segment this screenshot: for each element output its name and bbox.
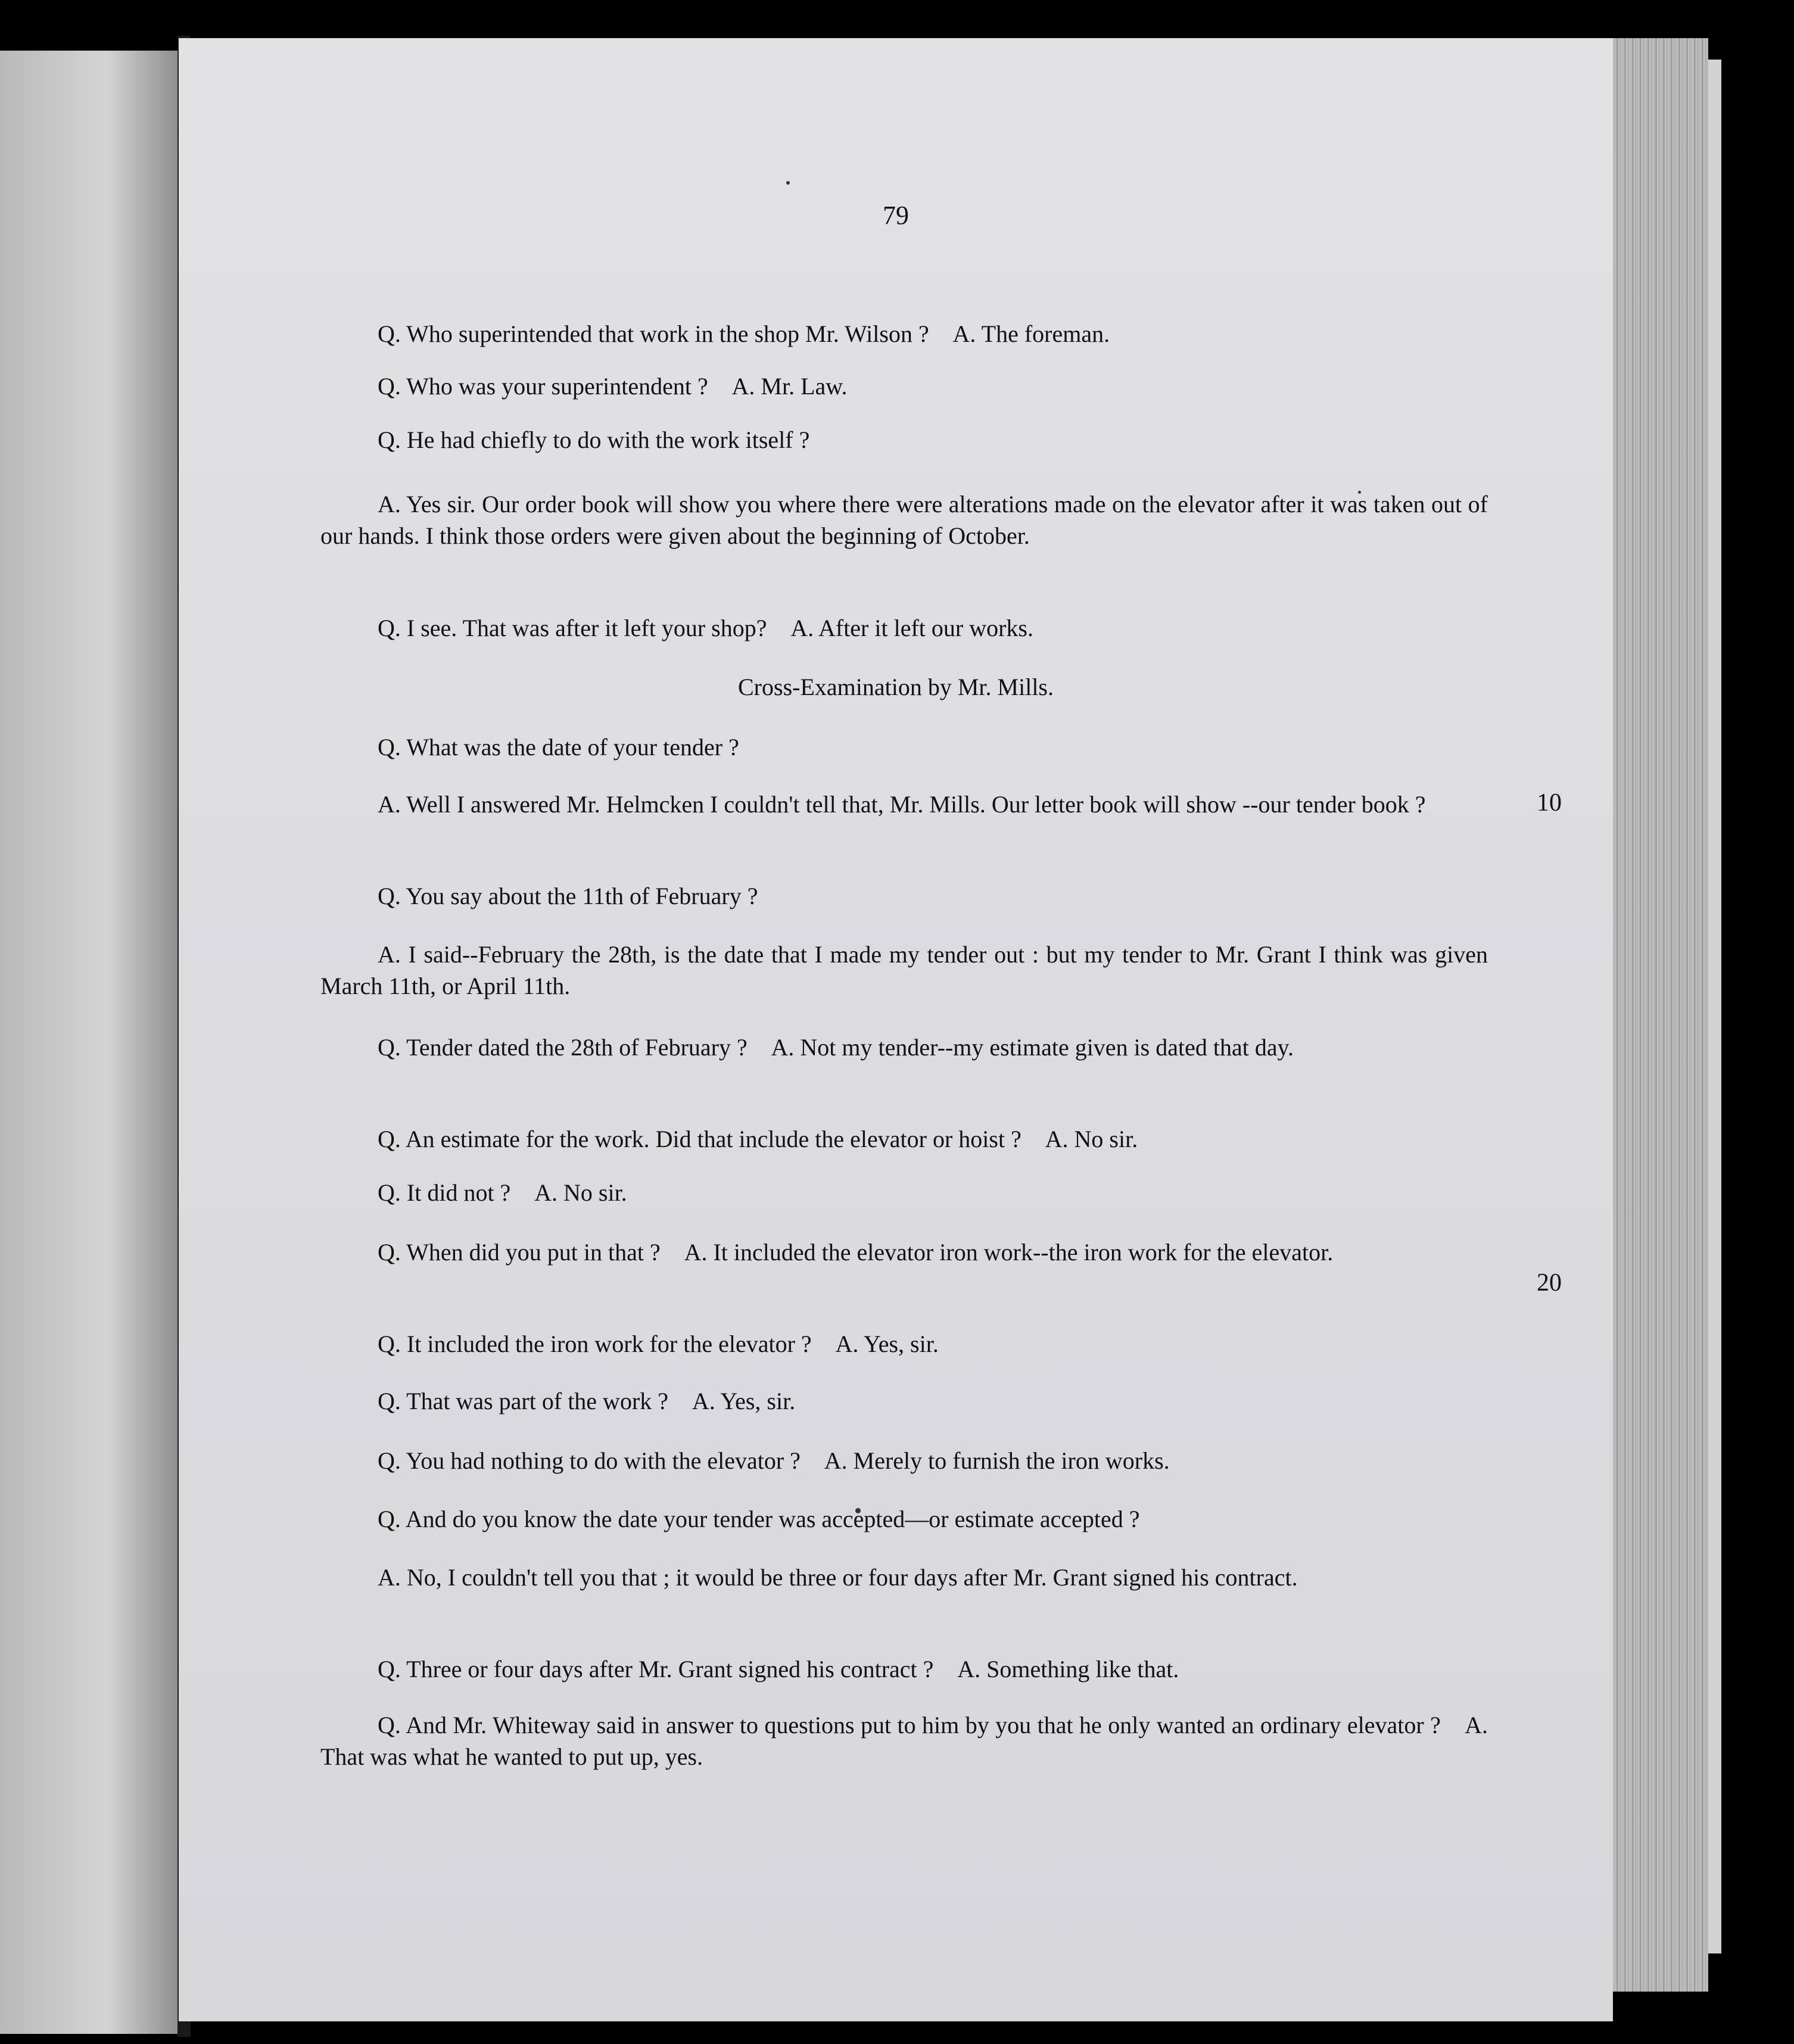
question-text: And do you know the date your tender was accepted—or estimate accepted ? <box>405 1506 1140 1532</box>
speck <box>786 181 790 185</box>
answer-marker: A. <box>378 1564 401 1591</box>
answer-text: Mr. Law. <box>761 373 848 400</box>
question-marker: Q. <box>378 734 401 761</box>
answer-marker: A. <box>534 1179 557 1206</box>
answer-marker: A. <box>731 373 755 400</box>
qa-entry <box>320 1032 1488 1063</box>
qa-entry <box>320 1503 1488 1535</box>
book-page <box>179 38 1613 2021</box>
section-heading: Cross-Examination by Mr. Mills. <box>738 674 1054 700</box>
question-marker: Q. <box>378 1712 401 1738</box>
question-text: He had chiefly to do with the work itself ? <box>406 426 810 453</box>
page-number: 79 <box>883 201 909 230</box>
answer-marker: A. <box>790 615 814 641</box>
line-number-marker: 20 <box>1537 1269 1562 1297</box>
question-marker: Q. <box>378 1506 401 1532</box>
qa-entry <box>320 731 1488 763</box>
qa-entry <box>320 1123 1488 1155</box>
question-text: Who was your superintendent ? <box>406 373 708 400</box>
question-marker: Q. <box>378 1179 401 1206</box>
question-marker: Q. <box>378 1126 401 1152</box>
line-number-marker: 10 <box>1537 789 1562 817</box>
qa-entry <box>320 318 1488 350</box>
qa-entry <box>320 1445 1488 1476</box>
question-marker: Q. <box>378 615 401 641</box>
answer-text: I said--February the 28th, is the date that I made my tender out : but my tender to Mr. Grant I think was given March 11th, or April 11th. <box>320 941 1488 999</box>
answer-text: No, I couldn't tell you that ; it would be three or four days after Mr. Grant signed his contract. <box>406 1564 1298 1591</box>
answer-text: No sir. <box>1074 1126 1138 1152</box>
question-text: It included the iron work for the elevator ? <box>406 1331 812 1357</box>
question-marker: Q. <box>378 426 401 453</box>
answer-marker: A. <box>952 320 976 347</box>
qa-entry <box>320 612 1488 644</box>
answer-text: Merely to furnish the iron works. <box>853 1447 1170 1474</box>
question-text: Who superintended that work in the shop Mr. Wilson ? <box>406 320 929 347</box>
question-text: What was the date of your tender ? <box>406 734 739 761</box>
answer-marker: A. <box>378 941 401 968</box>
qa-entry <box>320 1328 1488 1360</box>
question-text: I see. That was after it left your shop? <box>406 615 767 641</box>
qa-entry <box>320 424 1488 456</box>
question-marker: Q. <box>378 1656 401 1682</box>
question-marker: Q. <box>378 1034 401 1061</box>
answer-text: Yes sir. Our order book will show you where there were alterations made on the elevator after it was taken out of our hands. I think those orders were given about the beginning of October. <box>320 491 1488 549</box>
qa-entry <box>320 1385 1488 1417</box>
page-edges-outer <box>1708 60 1721 1953</box>
answer-text: No sir. <box>563 1179 627 1206</box>
answer-marker: A. <box>684 1239 708 1266</box>
question-marker: Q. <box>378 373 401 400</box>
answer-marker: A. <box>835 1331 859 1357</box>
answer-paragraph <box>320 1562 1488 1593</box>
question-text: That was part of the work ? <box>406 1388 669 1414</box>
answer-text: Yes, sir. <box>863 1331 939 1357</box>
question-text: When did you put in that ? <box>406 1239 661 1266</box>
question-text: You say about the 11th of February ? <box>406 883 758 909</box>
question-marker: Q. <box>378 1239 401 1266</box>
question-text: You had nothing to do with the elevator ? <box>406 1447 801 1474</box>
answer-marker: A. <box>378 491 401 518</box>
question-text: Tender dated the 28th of February ? <box>406 1034 748 1061</box>
qa-entry <box>320 1709 1488 1772</box>
answer-text: Something like that. <box>986 1656 1179 1682</box>
answer-marker: A. <box>771 1034 795 1061</box>
qa-entry <box>320 1653 1488 1685</box>
answer-text: Yes, sir. <box>720 1388 796 1414</box>
answer-text: That was what he wanted to put up, yes. <box>320 1743 703 1770</box>
answer-text: It included the elevator iron work--the iron work for the elevator. <box>713 1239 1334 1266</box>
facing-page-edge <box>0 51 177 2034</box>
question-text: An estimate for the work. Did that include the elevator or hoist ? <box>405 1126 1021 1152</box>
answer-paragraph <box>320 789 1488 820</box>
answer-paragraph <box>320 488 1488 551</box>
answer-marker: A. <box>378 791 401 818</box>
question-marker: Q. <box>378 1331 401 1357</box>
answer-marker: A. <box>957 1656 981 1682</box>
page-edges <box>1613 38 1708 1992</box>
answer-marker: A. <box>1465 1712 1488 1738</box>
question-text: It did not ? <box>406 1179 511 1206</box>
answer-text: Well I answered Mr. Helmcken I couldn't tell that, Mr. Mills. Our letter book will show --our tender book ? <box>406 791 1426 818</box>
question-marker: Q. <box>378 883 401 909</box>
qa-entry <box>320 1177 1488 1208</box>
qa-entry <box>320 1236 1488 1268</box>
answer-paragraph <box>320 939 1488 1002</box>
qa-entry <box>320 880 1488 912</box>
answer-marker: A. <box>1045 1126 1069 1152</box>
answer-text: The foreman. <box>981 320 1110 347</box>
answer-text: After it left our works. <box>818 615 1033 641</box>
qa-entry <box>320 370 1488 402</box>
answer-text: Not my tender--my estimate given is dated that day. <box>800 1034 1294 1061</box>
question-marker: Q. <box>378 320 401 347</box>
question-text: Three or four days after Mr. Grant signed his contract ? <box>406 1656 934 1682</box>
question-marker: Q. <box>378 1447 401 1474</box>
answer-marker: A. <box>824 1447 848 1474</box>
question-marker: Q. <box>378 1388 401 1414</box>
answer-marker: A. <box>692 1388 715 1414</box>
question-text: And Mr. Whiteway said in answer to questions put to him by you that he only wanted an ordinary elevator ? <box>406 1712 1441 1738</box>
